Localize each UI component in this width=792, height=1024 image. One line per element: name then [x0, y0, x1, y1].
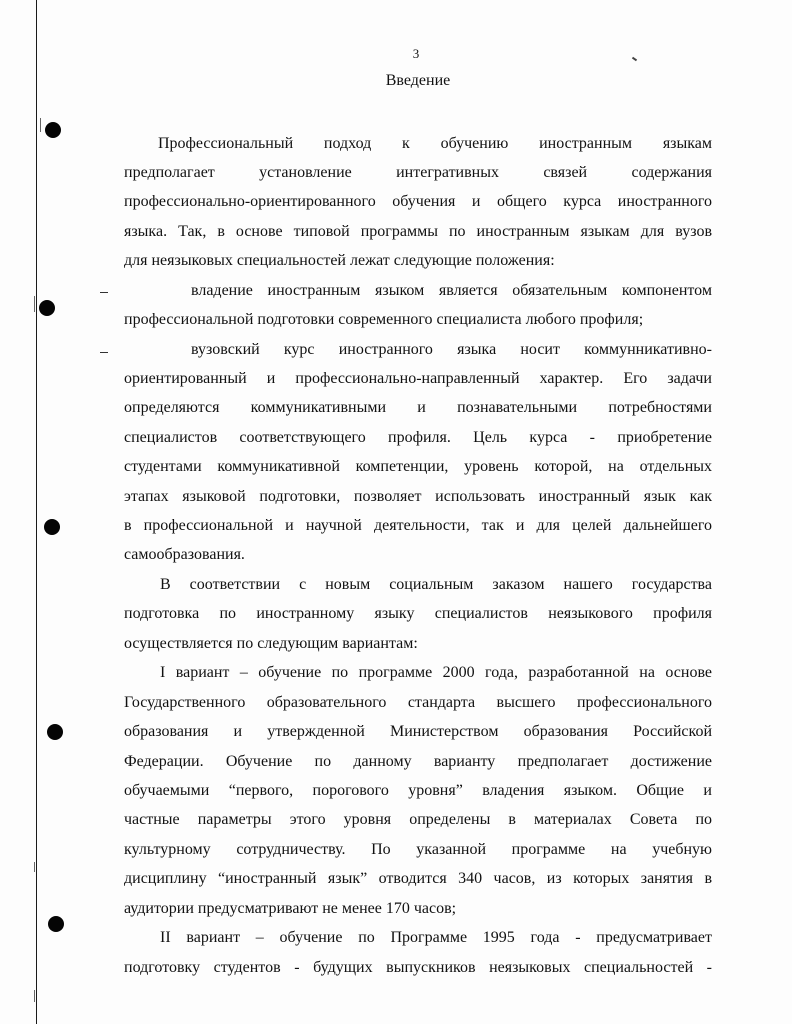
text-line: для неязыковых специальностей лежат следующие положения:	[124, 252, 555, 269]
text-line: специалистов соответствующего профиля. Цель курса - приобретение	[124, 429, 712, 446]
text-line: культурному сотрудничеству. По указанной программе на учебную	[124, 841, 712, 858]
text-line: обучаемыми “первого, порогового уровня” владения языком. Общие и	[124, 782, 712, 799]
page-number: 3	[412, 46, 420, 61]
punch-hole-mark	[48, 916, 64, 932]
text-line: частные параметры этого уровня определены в материалах Совета по	[124, 811, 712, 828]
list-dash-marker	[100, 292, 108, 293]
scan-artifact	[34, 862, 35, 872]
text-line: аудитории предусматривают не менее 170 часов;	[124, 900, 457, 917]
punch-hole-mark	[45, 122, 61, 138]
text-line: ориентированный и профессионально-направленный характер. Его задачи	[124, 370, 712, 387]
text-line: Профессиональный подход к обучению иностранным языкам	[158, 135, 712, 152]
section-title: Введение	[385, 72, 451, 89]
text-line: самообразования.	[124, 546, 245, 563]
punch-hole-mark	[47, 724, 63, 740]
text-line: вузовский курс иностранного языка носит коммунникативно-	[191, 341, 712, 358]
text-line: в профессиональной и научной деятельности, так и для целей дальнейшего	[124, 517, 712, 534]
text-line: Государственного образовательного стандарта высшего профессионального	[124, 694, 712, 711]
text-line: образования и утвержденной Министерством образования Российской	[124, 723, 712, 740]
text-line: I вариант – обучение по программе 2000 года, разработанной на основе	[160, 664, 712, 681]
text-line: подготовку студентов - будущих выпускников неязыковых специальностей -	[124, 959, 712, 976]
text-line: предполагает установление интегративных связей содержания	[124, 164, 712, 181]
scan-artifact	[40, 118, 41, 132]
text-line: языка. Так, в основе типовой программы по иностранным языкам для вузов	[124, 223, 712, 240]
punch-hole-mark	[44, 519, 60, 535]
text-line: подготовка по иностранному языку специалистов неязыкового профиля	[124, 605, 712, 622]
text-line: В соответствии с новым социальным заказом нашего государства	[160, 576, 712, 593]
text-line: дисциплину “иностранный язык” отводится 340 часов, из которых занятия в	[124, 870, 712, 887]
text-line: Федерации. Обучение по данному варианту предполагает достижение	[124, 753, 712, 770]
list-dash-marker	[100, 352, 108, 353]
scan-artifact	[34, 990, 35, 1002]
text-line: профессиональной подготовки современного специалиста любого профиля;	[124, 311, 644, 328]
text-line: этапах языковой подготовки, позволяет использовать иностранный язык как	[124, 488, 712, 505]
text-line: II вариант – обучение по Программе 1995 года - предусматривает	[160, 929, 712, 946]
scan-artifact	[34, 296, 35, 312]
text-line: осуществляется по следующим вариантам:	[124, 635, 418, 652]
punch-hole-mark	[39, 300, 55, 316]
text-line: определяются коммуникативными и познавательными потребностями	[124, 399, 712, 416]
page-edge-line	[36, 0, 37, 1024]
text-line: студентами коммуникативной компетенции, уровень которой, на отдельных	[124, 458, 712, 475]
text-line: профессионально-ориентированного обучения и общего курса иностранного	[124, 193, 712, 210]
text-line: владение иностранным языком является обязательным компонентом	[191, 282, 712, 299]
